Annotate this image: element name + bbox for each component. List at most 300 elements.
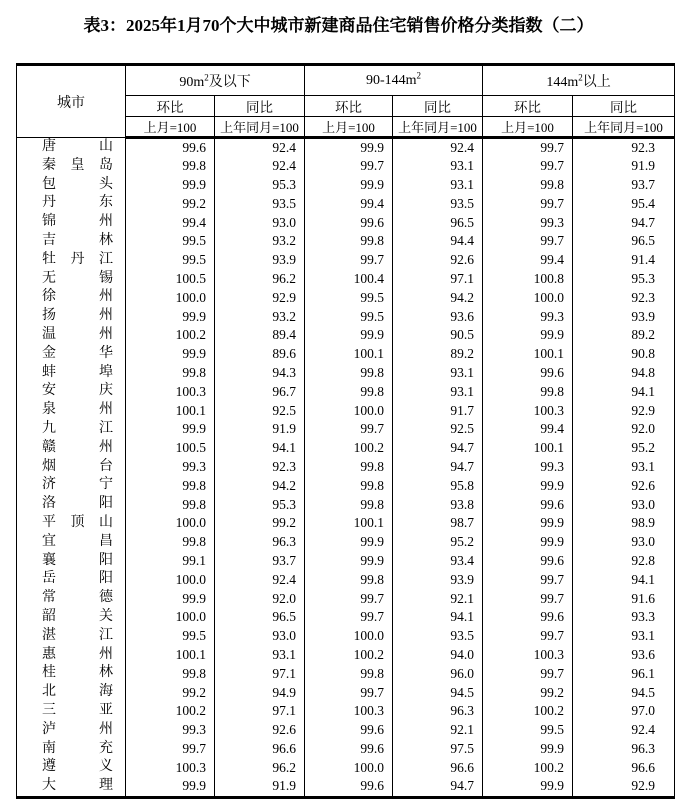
index-value: 99.9 [305, 326, 393, 345]
city-name: 惠 州 [42, 646, 113, 662]
index-value: 95.3 [215, 495, 305, 514]
index-value: 100.2 [305, 439, 393, 458]
index-value: 99.9 [182, 346, 206, 362]
squared-superscript: 2 [578, 71, 583, 82]
city-name: 九 江 [42, 420, 113, 436]
index-value: 99.6 [305, 740, 393, 759]
index-value: 96.5 [393, 213, 483, 232]
index-value: 96.6 [393, 758, 483, 777]
index-value: 92.4 [573, 721, 675, 740]
city-cell [17, 401, 126, 420]
index-value: 93.0 [573, 495, 675, 514]
index-value: 97.1 [393, 270, 483, 289]
index-value: 98.9 [573, 514, 675, 533]
city-cell [17, 514, 126, 533]
city-name: 韶 关 [42, 608, 113, 624]
table-row [17, 683, 675, 702]
city-cell [17, 194, 126, 213]
index-value: 100.5 [175, 270, 206, 286]
index-value: 100.2 [175, 703, 206, 719]
table-row [17, 476, 675, 495]
index-value: 95.2 [393, 533, 483, 552]
index-value: 99.9 [483, 514, 573, 533]
city-name: 包 头 [42, 176, 113, 192]
index-value: 96.3 [215, 533, 305, 552]
index-value: 99.7 [483, 570, 573, 589]
city-cell [17, 702, 126, 721]
index-value: 99.6 [305, 721, 393, 740]
index-value: 99.7 [182, 740, 206, 756]
index-value: 92.5 [393, 420, 483, 439]
table-row [17, 758, 675, 777]
index-value: 97.0 [573, 702, 675, 721]
table-row [17, 664, 675, 683]
index-value: 100.1 [483, 439, 573, 458]
index-value: 93.2 [215, 232, 305, 251]
yoy-header-2: 同比 [573, 96, 675, 117]
index-value: 99.5 [305, 288, 393, 307]
index-value: 99.2 [483, 683, 573, 702]
index-value: 99.6 [305, 777, 393, 797]
index-value: 99.2 [182, 684, 206, 700]
index-value: 94.1 [393, 608, 483, 627]
index-value: 95.3 [573, 270, 675, 289]
index-value: 99.7 [483, 194, 573, 213]
index-value: 96.7 [215, 382, 305, 401]
index-value: 99.6 [182, 139, 206, 155]
city-name: 平 顶 山 [42, 514, 113, 530]
index-value: 93.1 [393, 364, 483, 383]
index-value: 99.5 [483, 721, 573, 740]
table-row [17, 495, 675, 514]
city-name: 泉 州 [42, 402, 113, 418]
city-name: 遵 义 [42, 759, 113, 775]
index-value: 100.2 [483, 702, 573, 721]
city-cell [17, 157, 126, 176]
index-value: 99.7 [483, 157, 573, 176]
index-value: 97.1 [215, 702, 305, 721]
index-value: 98.7 [393, 514, 483, 533]
yoy-header-1: 同比 [393, 96, 483, 117]
size-group-header-1: $90-144m^2$ [305, 65, 483, 96]
index-value: 89.6 [215, 345, 305, 364]
city-name: 牡 丹 江 [42, 251, 113, 267]
index-value: 95.2 [573, 439, 675, 458]
index-value: 100.0 [175, 289, 206, 305]
index-value: 99.8 [305, 364, 393, 383]
index-value: 96.3 [393, 702, 483, 721]
city-name: 湛 江 [42, 627, 113, 643]
index-value: 99.9 [182, 176, 206, 192]
city-name: 金 华 [42, 345, 113, 361]
index-value: 94.7 [573, 213, 675, 232]
city-name: 常 德 [42, 590, 113, 606]
city-cell [17, 213, 126, 232]
index-value: 100.1 [175, 402, 206, 418]
index-value: 92.3 [573, 138, 675, 157]
index-value: 96.0 [393, 664, 483, 683]
table-row [17, 533, 675, 552]
city-cell [17, 646, 126, 665]
city-name: 桂 林 [42, 665, 113, 681]
index-value: 94.9 [215, 683, 305, 702]
index-value: 99.8 [305, 476, 393, 495]
city-cell [17, 533, 126, 552]
table-row [17, 439, 675, 458]
index-value: 100.0 [175, 609, 206, 625]
city-cell [17, 740, 126, 759]
table-row [17, 589, 675, 608]
index-value: 91.4 [573, 251, 675, 270]
table-body [17, 138, 675, 798]
table-row [17, 345, 675, 364]
table-row [17, 157, 675, 176]
index-value: 99.9 [182, 778, 206, 794]
index-value: 93.9 [573, 307, 675, 326]
city-name: 吉 林 [42, 232, 113, 248]
city-cell [17, 251, 126, 270]
index-value: 93.5 [215, 194, 305, 213]
index-value: 100.4 [305, 270, 393, 289]
city-name: 洛 阳 [42, 496, 113, 512]
index-value: 99.8 [305, 232, 393, 251]
index-value: 99.9 [305, 138, 393, 157]
index-value: 99.6 [305, 213, 393, 232]
table-row [17, 627, 675, 646]
index-value: 99.8 [305, 570, 393, 589]
index-value: 99.7 [305, 683, 393, 702]
city-cell [17, 777, 126, 797]
index-value: 100.1 [175, 646, 206, 662]
index-value: 99.3 [483, 307, 573, 326]
index-value: 93.1 [573, 458, 675, 477]
index-value: 99.2 [215, 514, 305, 533]
city-cell [17, 420, 126, 439]
index-value: 100.3 [175, 383, 206, 399]
index-value: 96.2 [215, 270, 305, 289]
index-value: 96.6 [573, 758, 675, 777]
index-value: 100.0 [305, 627, 393, 646]
index-value: 94.8 [573, 364, 675, 383]
city-cell [17, 476, 126, 495]
city-cell [17, 458, 126, 477]
index-value: 94.1 [215, 439, 305, 458]
city-name: 无 锡 [42, 270, 113, 286]
index-value: 100.0 [175, 515, 206, 531]
index-value: 100.0 [305, 401, 393, 420]
index-value: 99.4 [305, 194, 393, 213]
city-cell [17, 138, 126, 157]
index-value: 99.7 [305, 420, 393, 439]
table-row [17, 721, 675, 740]
index-value: 99.9 [483, 740, 573, 759]
index-value: 92.1 [393, 721, 483, 740]
index-value: 99.5 [182, 252, 206, 268]
index-value: 92.4 [215, 157, 305, 176]
index-value: 93.1 [393, 157, 483, 176]
index-value: 91.9 [215, 777, 305, 797]
index-value: 96.3 [573, 740, 675, 759]
index-value: 96.5 [215, 608, 305, 627]
index-value: 93.0 [215, 627, 305, 646]
index-value: 99.5 [182, 628, 206, 644]
index-value: 99.8 [305, 495, 393, 514]
index-value: 99.8 [305, 664, 393, 683]
index-value: 96.2 [215, 758, 305, 777]
city-cell [17, 364, 126, 383]
index-value: 93.8 [393, 495, 483, 514]
index-value: 100.2 [175, 327, 206, 343]
index-value: 93.1 [393, 382, 483, 401]
index-value: 93.7 [215, 552, 305, 571]
yoy-base-label-2: 上年同月=100 [573, 117, 675, 138]
city-name: 赣 州 [42, 439, 113, 455]
index-value: 99.7 [305, 608, 393, 627]
index-value: 92.1 [393, 589, 483, 608]
index-value: 92.4 [215, 570, 305, 589]
index-value: 96.1 [573, 664, 675, 683]
index-value: 91.9 [215, 420, 305, 439]
index-value: 99.9 [483, 777, 573, 797]
index-value: 94.5 [573, 683, 675, 702]
city-cell [17, 307, 126, 326]
size-group-header-0: $90m^2$及以下 [126, 65, 305, 96]
index-value: 100.3 [483, 401, 573, 420]
table-row [17, 608, 675, 627]
index-value: 93.5 [393, 194, 483, 213]
city-name: 丹 东 [42, 195, 113, 211]
city-cell [17, 288, 126, 307]
mom-header-0: 环比 [126, 96, 215, 117]
index-value: 91.9 [573, 157, 675, 176]
price-index-table [16, 63, 675, 799]
index-value: 94.7 [393, 458, 483, 477]
city-name: 岳 阳 [42, 571, 113, 587]
city-name: 徐 州 [42, 289, 113, 305]
city-name: 蚌 埠 [42, 364, 113, 380]
index-value: 99.8 [483, 382, 573, 401]
index-value: 99.3 [483, 213, 573, 232]
city-column-header: 城市 [17, 65, 126, 138]
city-name: 烟 台 [42, 458, 113, 474]
table-row [17, 138, 675, 157]
city-cell [17, 382, 126, 401]
index-value: 89.2 [573, 326, 675, 345]
city-name: 济 宁 [42, 477, 113, 493]
table-row [17, 702, 675, 721]
city-cell [17, 232, 126, 251]
index-value: 91.6 [573, 589, 675, 608]
index-value: 100.8 [483, 270, 573, 289]
index-value: 99.4 [483, 251, 573, 270]
table-row [17, 194, 675, 213]
index-value: 100.3 [175, 759, 206, 775]
city-name: 宜 昌 [42, 533, 113, 549]
index-value: 94.7 [393, 777, 483, 797]
index-value: 92.5 [215, 401, 305, 420]
index-value: 99.8 [483, 176, 573, 195]
city-cell [17, 495, 126, 514]
index-value: 97.1 [215, 664, 305, 683]
index-value: 99.3 [182, 722, 206, 738]
yoy-header-0: 同比 [215, 96, 305, 117]
city-name: 秦 皇 岛 [42, 157, 113, 173]
city-name: 襄 阳 [42, 552, 113, 568]
index-value: 92.6 [215, 721, 305, 740]
index-value: 93.1 [393, 176, 483, 195]
table-row [17, 326, 675, 345]
table-row [17, 777, 675, 797]
index-value: 100.0 [483, 288, 573, 307]
city-cell [17, 326, 126, 345]
city-cell [17, 683, 126, 702]
index-value: 97.5 [393, 740, 483, 759]
table-header [17, 65, 675, 138]
yoy-base-label-0: 上年同月=100 [215, 117, 305, 138]
city-cell [17, 758, 126, 777]
index-value: 99.6 [483, 495, 573, 514]
index-value: 92.4 [215, 138, 305, 157]
index-value: 92.3 [215, 458, 305, 477]
index-value: 99.9 [305, 533, 393, 552]
index-value: 94.3 [215, 364, 305, 383]
index-value: 99.7 [483, 664, 573, 683]
table-row [17, 288, 675, 307]
city-cell [17, 345, 126, 364]
table-row [17, 213, 675, 232]
table-row [17, 382, 675, 401]
index-value: 99.8 [305, 458, 393, 477]
mom-header-2: 环比 [483, 96, 573, 117]
index-value: 93.3 [573, 608, 675, 627]
index-value: 99.9 [483, 326, 573, 345]
index-value: 99.8 [182, 477, 206, 493]
index-value: 93.0 [573, 533, 675, 552]
index-value: 100.2 [305, 646, 393, 665]
index-value: 99.7 [305, 157, 393, 176]
size-group-header-2: $144m^2$以上 [483, 65, 675, 96]
index-value: 92.0 [215, 589, 305, 608]
city-cell [17, 627, 126, 646]
city-cell [17, 552, 126, 571]
index-value: 93.2 [215, 307, 305, 326]
table-row [17, 270, 675, 289]
table-row [17, 232, 675, 251]
city-cell [17, 589, 126, 608]
table-row [17, 420, 675, 439]
index-value: 99.7 [305, 589, 393, 608]
index-value: 92.0 [573, 420, 675, 439]
index-value: 92.3 [573, 288, 675, 307]
index-value: 94.4 [393, 232, 483, 251]
index-value: 99.8 [305, 382, 393, 401]
index-value: 99.1 [182, 552, 206, 568]
mom-base-label-2: 上月=100 [483, 117, 573, 138]
index-value: 99.8 [182, 158, 206, 174]
index-value: 99.5 [182, 233, 206, 249]
city-name: 安 庆 [42, 383, 113, 399]
index-value: 94.1 [573, 382, 675, 401]
index-value: 99.8 [182, 496, 206, 512]
index-value: 99.7 [483, 232, 573, 251]
table-row [17, 401, 675, 420]
index-value: 92.9 [573, 401, 675, 420]
city-name: 大 理 [42, 778, 113, 794]
index-value: 93.4 [393, 552, 483, 571]
city-cell [17, 721, 126, 740]
city-cell [17, 176, 126, 195]
index-value: 99.7 [483, 138, 573, 157]
city-name: 三 亚 [42, 702, 113, 718]
index-value: 94.5 [393, 683, 483, 702]
squared-superscript: 2 [416, 69, 422, 80]
index-value: 100.0 [305, 758, 393, 777]
index-value: 99.3 [483, 458, 573, 477]
index-value: 93.9 [393, 570, 483, 589]
index-value: 93.5 [393, 627, 483, 646]
index-value: 99.9 [305, 552, 393, 571]
city-cell [17, 270, 126, 289]
index-value: 93.9 [215, 251, 305, 270]
index-value: 92.6 [573, 476, 675, 495]
mom-header-1: 环比 [305, 96, 393, 117]
page-title: 表3：2025年1月70个大中城市新建商品住宅销售价格分类指数（二） [83, 16, 594, 35]
index-value: 96.6 [215, 740, 305, 759]
index-value: 96.5 [573, 232, 675, 251]
index-value: 94.7 [393, 439, 483, 458]
table-row [17, 307, 675, 326]
index-value: 90.8 [573, 345, 675, 364]
index-value: 92.9 [573, 777, 675, 797]
index-value: 93.0 [215, 213, 305, 232]
index-value: 100.1 [483, 345, 573, 364]
index-value: 99.5 [305, 307, 393, 326]
index-value: 99.7 [483, 627, 573, 646]
city-name: 扬 州 [42, 308, 113, 324]
city-name: 泸 州 [42, 721, 113, 737]
index-value: 99.7 [483, 589, 573, 608]
city-cell [17, 439, 126, 458]
index-value: 99.9 [182, 308, 206, 324]
index-value: 94.0 [393, 646, 483, 665]
city-name: 南 充 [42, 740, 113, 756]
index-value: 99.9 [182, 421, 206, 437]
squared-superscript: 2 [204, 71, 209, 82]
city-name: 唐 山 [42, 139, 113, 154]
index-value: 91.7 [393, 401, 483, 420]
index-value: 99.2 [182, 195, 206, 211]
table-row [17, 570, 675, 589]
table-row [17, 458, 675, 477]
index-value: 92.4 [393, 138, 483, 157]
index-value: 95.8 [393, 476, 483, 495]
index-value: 100.5 [175, 440, 206, 456]
index-value: 93.6 [573, 646, 675, 665]
index-value: 93.1 [573, 627, 675, 646]
index-value: 99.6 [483, 364, 573, 383]
mom-base-label-0: 上月=100 [126, 117, 215, 138]
table-row [17, 514, 675, 533]
index-value: 99.6 [483, 608, 573, 627]
city-name: 锦 州 [42, 214, 113, 230]
city-cell [17, 608, 126, 627]
index-value: 99.4 [182, 214, 206, 230]
index-value: 99.9 [182, 590, 206, 606]
yoy-base-label-1: 上年同月=100 [393, 117, 483, 138]
index-value: 94.2 [215, 476, 305, 495]
index-value: 93.6 [393, 307, 483, 326]
index-value: 100.3 [483, 646, 573, 665]
